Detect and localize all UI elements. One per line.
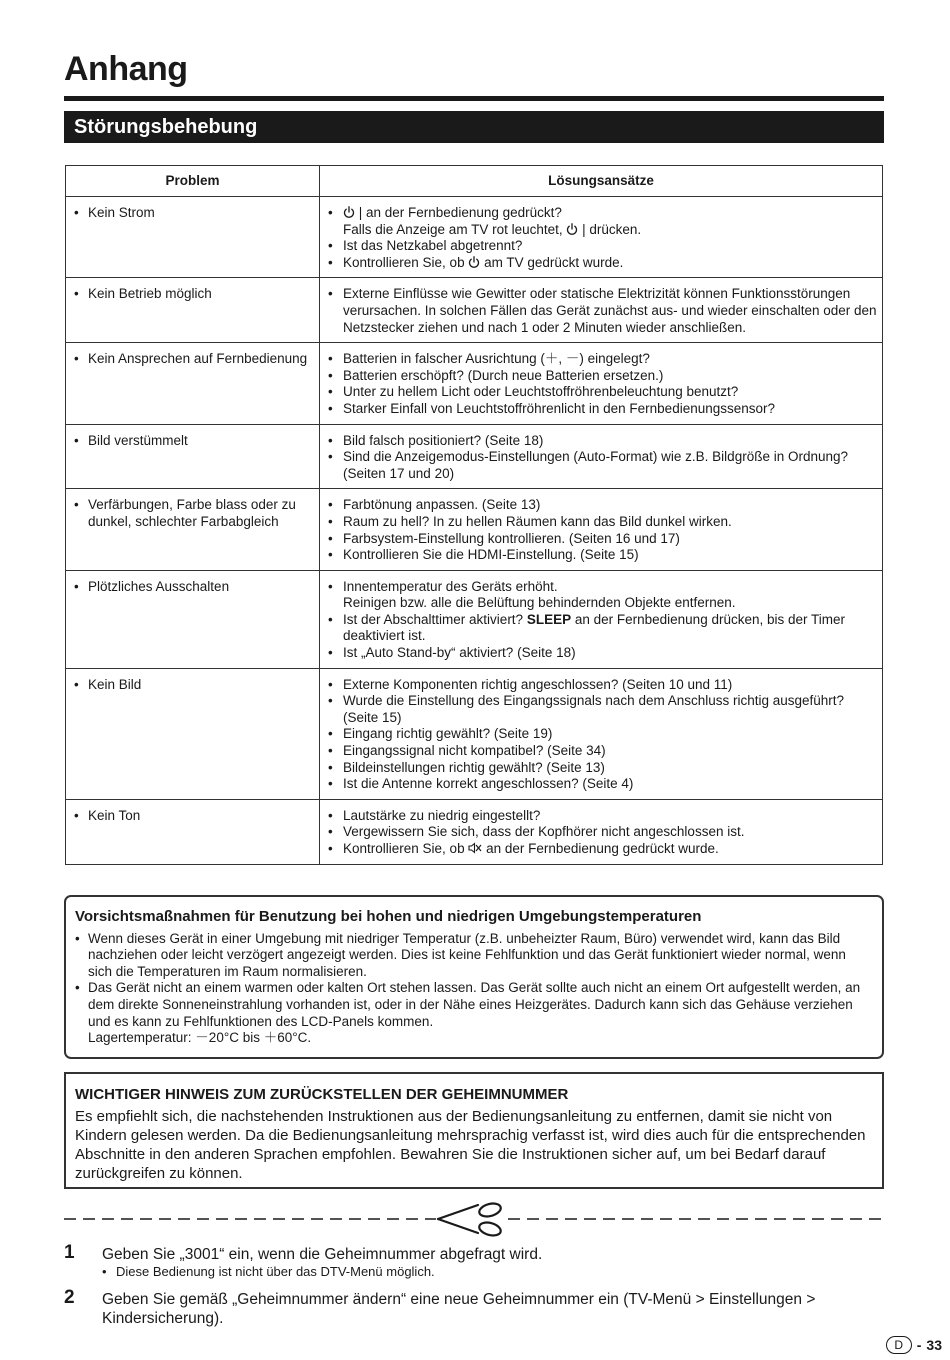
problem-text: • Kein Bild <box>66 677 319 694</box>
page-separator: - <box>916 1337 922 1353</box>
solution-text: Sind die Anzeigemodus-Einstellungen (Auto-Format) wie z.B. Bildgröße in Ordnung? (Seiten 17 und 20) <box>343 449 849 481</box>
problem-text: • Kein Strom <box>66 205 319 222</box>
table-header-row <box>66 166 883 197</box>
solutions-cell <box>320 489 883 570</box>
solution-text: Vergewissern Sie sich, dass der Kopfhörer nicht angeschlossen ist. <box>343 824 745 840</box>
step-2 <box>64 1287 884 1328</box>
solution-item <box>320 760 882 777</box>
problem-text: • Kein Ton <box>66 808 319 825</box>
page-number-value: 33 <box>926 1337 942 1353</box>
solution-item <box>320 743 882 760</box>
solution-item <box>320 693 882 726</box>
problem-text: • Kein Ansprechen auf Fernbedienung <box>66 351 319 368</box>
pin-notice-box <box>64 1072 884 1189</box>
solution-item <box>320 286 882 336</box>
solution-text: Wurde die Einstellung des Eingangssignals nach dem Anschluss richtig ausgeführt? (Seite 15) <box>343 693 845 725</box>
solution-text: Batterien erschöpft? (Durch neue Batterien ersetzen.) <box>343 367 664 383</box>
table-body <box>66 197 883 865</box>
caution-item <box>75 980 873 1046</box>
solution-item <box>320 401 882 418</box>
solution-text: Falls die Anzeige am TV rot leuchtet, | drücken. <box>343 221 642 237</box>
solution-text: Batterien in falscher Ausrichtung (＋, －) eingelegt? <box>343 351 650 367</box>
solutions-cell <box>320 570 883 668</box>
table-row <box>66 668 883 799</box>
solution-item <box>320 726 882 743</box>
step-number: 2 <box>64 1287 75 1308</box>
column-header-solutions: Lösungsansätze <box>320 166 883 197</box>
solutions-cell <box>320 278 883 343</box>
solution-item <box>320 205 882 238</box>
table-row <box>66 197 883 278</box>
solution-item <box>320 449 882 482</box>
problem-text: • Bild verstümmelt <box>66 433 319 450</box>
solution-item <box>320 547 882 564</box>
problem-cell <box>66 424 320 489</box>
problem-cell <box>66 489 320 570</box>
caution-item: • Wenn dieses Gerät in einer Umgebung mit niedriger Temperatur (z.B. unbeheizter Raum, Büro) verwendet wird, kann das Bild nachziehen oder leicht verzögert angezeigt werden. Dies ist keine Fehlfunktion und das Gerät funktioniert wieder normal, wenn sich die Temperaturen im Raum normalisieren. <box>75 931 873 981</box>
problem-cell <box>66 343 320 424</box>
solution-item <box>320 384 882 401</box>
solution-text: Starker Einfall von Leuchtstoffröhrenlicht in den Fernbedienungssensor? <box>343 400 776 416</box>
step-text: Geben Sie „3001“ ein, wenn die Geheimnummer abgefragt wird. <box>102 1246 543 1263</box>
solutions-cell <box>320 197 883 278</box>
notice-body: Es empfiehlt sich, die nachstehenden Instruktionen aus der Bedienungsanleitung zu entfernen, damit sie nicht von Kindern gelesen werden. Da die Bedienungsanleitung mehrsprachig verfasst ist, wird dies auch für die entsprechenden Abschnitte in den anderen Sprachen empfohlen. Bewahren Sie die Instruktionen sicher auf, um bei Bedarf darauf zurückgreifen zu können. <box>75 1108 866 1182</box>
solution-item <box>320 433 882 450</box>
problem-text: • Plötzliches Ausschalten <box>66 579 319 596</box>
solution-text: Unter zu hellem Licht oder Leuchtstoffröhrenbeleuchtung benutzt? <box>343 384 739 400</box>
solutions-cell <box>320 668 883 799</box>
page-title: Anhang <box>64 50 188 88</box>
solution-text: Eingangssignal nicht kompatibel? (Seite 34) <box>343 743 606 759</box>
caution-box <box>64 895 884 1059</box>
solution-item <box>320 824 882 841</box>
step-text: Geben Sie gemäß „Geheimnummer ändern“ eine neue Geheimnummer ein (TV-Menü > Einstellungen > Kindersicherung). <box>102 1291 816 1327</box>
solution-item <box>320 497 882 514</box>
table-row <box>66 424 883 489</box>
step-1 <box>64 1242 884 1280</box>
solution-item <box>320 255 882 272</box>
section-heading: Störungsbehebung <box>64 111 884 143</box>
region-badge: D <box>886 1336 912 1354</box>
solution-text: Reinigen bzw. alle die Belüftung behindernden Objekte entfernen. <box>343 595 736 611</box>
table-row <box>66 799 883 864</box>
solution-text: Bildeinstellungen richtig gewählt? (Seite 13) <box>343 759 605 775</box>
step-number: 1 <box>64 1242 75 1263</box>
scissors-icon <box>438 1201 502 1237</box>
solution-text: Externe Komponenten richtig angeschlossen? (Seiten 10 und 11) <box>343 676 733 692</box>
table-row <box>66 278 883 343</box>
caution-title: Vorsichtsmaßnahmen für Benutzung bei hohen und niedrigen Umgebungstemperaturen <box>75 908 702 925</box>
solution-item <box>320 579 882 612</box>
solutions-cell <box>320 343 883 424</box>
solution-item <box>320 677 882 694</box>
solution-item <box>320 612 882 645</box>
solutions-cell <box>320 424 883 489</box>
solution-item <box>320 238 882 255</box>
power-icon <box>468 256 480 268</box>
solutions-cell <box>320 799 883 864</box>
solution-item <box>320 368 882 385</box>
solution-text: Raum zu hell? In zu hellen Räumen kann das Bild dunkel wirken. <box>343 513 732 529</box>
page-number <box>886 1336 942 1354</box>
solution-text: Innentemperatur des Geräts erhöht. <box>343 578 558 594</box>
solution-text: Ist das Netzkabel abgetrennt? <box>343 238 523 254</box>
solution-item <box>320 776 882 793</box>
problem-cell <box>66 799 320 864</box>
solution-text: Bild falsch positioniert? (Seite 18) <box>343 432 544 448</box>
solution-item <box>320 531 882 548</box>
column-header-problem: Problem <box>66 166 320 197</box>
solution-item <box>320 841 882 858</box>
problem-cell <box>66 668 320 799</box>
caution-item-text: Das Gerät nicht an einem warmen oder kalten Ort stehen lassen. Das Gerät sollte auch nicht an einem Ort aufgestellt werden, an dem direkte Sonneneinstrahlung vorhanden ist, oder in der Nähe eines Heizgerätes. Dadurch kann sich das Gehäuse verziehen und es kann zu Fehlfunktionen des LCD-Panels kommen. <box>88 980 861 1029</box>
solution-item <box>320 351 882 368</box>
table-row <box>66 343 883 424</box>
table-row <box>66 489 883 570</box>
problem-cell <box>66 570 320 668</box>
notice-title: WICHTIGER HINWEIS ZUM ZURÜCKSTELLEN DER GEHEIMNUMMER <box>75 1086 569 1103</box>
solution-text: Kontrollieren Sie, ob an der Fernbedienung gedrückt wurde. <box>343 841 719 856</box>
solution-text: Ist „Auto Stand-by“ aktiviert? (Seite 18) <box>343 645 576 661</box>
problem-cell <box>66 278 320 343</box>
storage-temperature: Lagertemperatur: －20°C bis ＋60°C. <box>88 1030 312 1046</box>
solution-text: Externe Einflüsse wie Gewitter oder statische Elektrizität können Funktionsstörungen verursachen. In solchen Fällen das Gerät zunächst aus- und wieder einschalten oder den Netzstecker ziehen und nach 1 oder 2 Minuten wieder anschließen. <box>343 286 877 335</box>
power-icon <box>343 206 355 218</box>
problem-text: • Kein Betrieb möglich <box>66 286 319 303</box>
solution-text: Farbtönung anpassen. (Seite 13) <box>343 497 541 513</box>
title-rule <box>64 96 884 101</box>
solution-text: Lautstärke zu niedrig eingestellt? <box>343 807 541 823</box>
solution-text: Farbsystem-Einstellung kontrollieren. (Seiten 16 und 17) <box>343 530 680 546</box>
solution-text: | an der Fernbedienung gedrückt? <box>343 205 562 220</box>
power-icon <box>566 223 578 235</box>
solution-text: Kontrollieren Sie die HDMI-Einstellung. (Seite 15) <box>343 547 639 563</box>
step-note: • Diese Bedienung ist nicht über das DTV-Menü möglich. <box>102 1264 884 1280</box>
solution-text: Kontrollieren Sie, ob am TV gedrückt wurde. <box>343 254 624 270</box>
button-name: SLEEP <box>526 611 572 627</box>
troubleshooting-table <box>65 165 883 865</box>
cut-line <box>64 1200 884 1240</box>
caution-list <box>75 931 873 1047</box>
solution-text: Ist die Antenne korrekt angeschlossen? (Seite 4) <box>343 776 634 792</box>
solution-text: Eingang richtig gewählt? (Seite 19) <box>343 726 553 742</box>
solution-item <box>320 514 882 531</box>
solution-item <box>320 808 882 825</box>
solution-item <box>320 645 882 662</box>
table-row <box>66 570 883 668</box>
solution-text: Ist der Abschalttimer aktiviert? SLEEP an der Fernbedienung drücken, bis der Timer deaktiviert ist. <box>343 611 845 644</box>
problem-cell <box>66 197 320 278</box>
problem-text: • Verfärbungen, Farbe blass oder zu dunkel, schlechter Farbabgleich <box>66 497 319 530</box>
mute-icon <box>468 842 482 854</box>
